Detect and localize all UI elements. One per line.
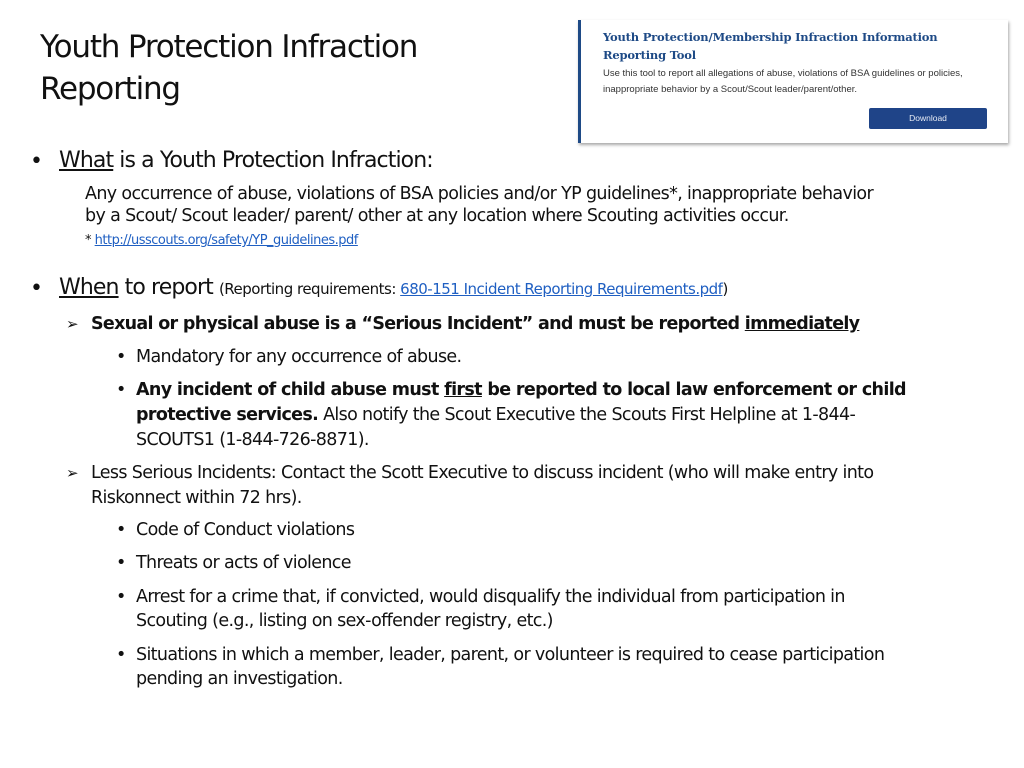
less-serious-item-arrest-line-1: Arrest for a crime that, if convicted, would disqualify the individual from participation in xyxy=(136,587,845,607)
bullet-icon: • xyxy=(116,587,126,607)
slide-title-line-2: Reporting xyxy=(40,71,180,107)
what-definition-line-1: Any occurrence of abuse, violations of BSA policies and/or YP guidelines*, inappropriate behavior xyxy=(85,184,874,204)
footnote-marker: * xyxy=(85,233,95,248)
notify-helpline-text: Also notify the Scout Executive the Scouts First Helpline at 1-844- xyxy=(318,405,856,425)
card-title-line-2: Reporting Tool xyxy=(603,48,696,62)
bullet-icon: • xyxy=(116,520,126,540)
bullet-icon: • xyxy=(30,276,43,301)
reporting-requirements xyxy=(219,280,728,298)
serious-incident-heading xyxy=(91,313,859,335)
less-serious-line-2: Riskonnect within 72 hrs). xyxy=(91,488,302,508)
what-heading xyxy=(59,148,433,173)
less-serious-item-threats: Threats or acts of violence xyxy=(136,553,351,573)
card-title-line-1: Youth Protection/Membership Infraction Information xyxy=(603,30,938,44)
less-serious-item-situations-line-1: Situations in which a member, leader, parent, or volunteer is required to cease participation xyxy=(136,645,885,665)
less-serious-line-1: Less Serious Incidents: Contact the Scott Executive to discuss incident (who will make entry into xyxy=(91,463,874,483)
bullet-icon: • xyxy=(116,645,126,665)
arrow-bullet-icon: ➢ xyxy=(66,315,79,333)
bullet-icon: • xyxy=(116,380,126,400)
bullet-icon: • xyxy=(116,553,126,573)
slide-title xyxy=(40,26,560,110)
reporting-requirements-link[interactable]: 680-151 Incident Reporting Requirements.pdf xyxy=(400,280,723,298)
less-serious-item-situations-line-2: pending an investigation. xyxy=(136,669,343,689)
what-keyword: What xyxy=(59,148,114,173)
card-description xyxy=(603,66,1003,98)
less-serious-item-arrest-line-2: Scouting (e.g., listing on sex-offender registry, etc.) xyxy=(136,611,553,631)
bullet-icon: • xyxy=(30,149,43,174)
serious-incident-text: Sexual or physical abuse is a “Serious Incident” and must be reported xyxy=(91,314,745,334)
req-prefix: (Reporting requirements: xyxy=(218,280,401,298)
child-abuse-text-a: Any incident of child abuse must xyxy=(136,380,445,400)
immediately-text: immediately xyxy=(744,314,860,334)
download-button[interactable]: Download xyxy=(869,108,987,129)
footnote xyxy=(85,233,358,248)
serious-item-child-abuse-line-1 xyxy=(136,379,906,401)
card-description-line-2: inappropriate behavior by a Scout/Scout leader/parent/other. xyxy=(603,84,858,95)
child-abuse-text-b: be reported to local law enforcement or child xyxy=(481,380,906,400)
when-heading-rest: to report xyxy=(118,275,219,300)
first-text: first xyxy=(444,380,482,400)
serious-item-child-abuse-line-2 xyxy=(136,404,855,426)
when-keyword: When xyxy=(59,275,119,300)
what-definition-line-2: by a Scout/ Scout leader/ parent/ other at any location where Scouting activities occur. xyxy=(85,206,789,226)
slide-title-line-1: Youth Protection Infraction xyxy=(40,29,418,65)
serious-item-child-abuse-line-3: SCOUTS1 (1-844-726-8871). xyxy=(136,430,369,450)
reporting-tool-card xyxy=(578,20,1008,143)
bullet-icon: • xyxy=(116,347,126,367)
protective-services-text: protective services. xyxy=(136,405,319,425)
arrow-bullet-icon: ➢ xyxy=(66,464,79,482)
card-description-line-1: Use this tool to report all allegations of abuse, violations of BSA guidelines or policies, xyxy=(603,68,963,79)
req-suffix: ) xyxy=(722,280,728,298)
serious-item-mandatory: Mandatory for any occurrence of abuse. xyxy=(136,347,462,367)
yp-guidelines-link[interactable]: http://usscouts.org/safety/YP_guidelines.pdf xyxy=(94,233,358,248)
card-title xyxy=(603,28,1003,64)
less-serious-item-code-of-conduct: Code of Conduct violations xyxy=(136,520,355,540)
when-heading xyxy=(59,275,728,300)
what-heading-rest: is a Youth Protection Infraction: xyxy=(113,148,433,173)
